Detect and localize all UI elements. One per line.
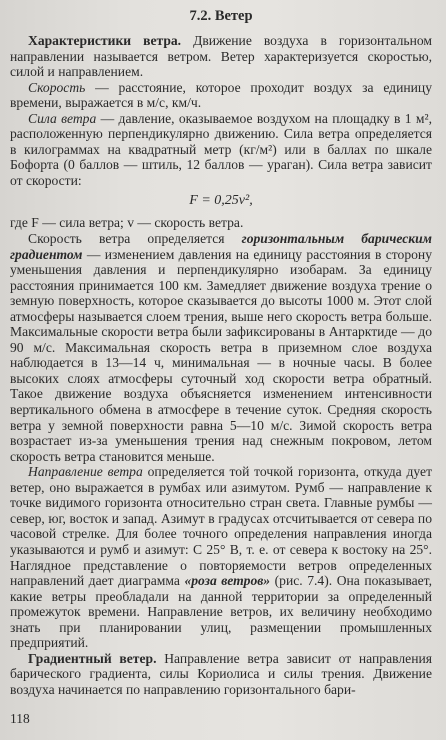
paragraph-text: — расстояние, которое проходит воздух за единицу времени, выражается в м/с, км/ч. [10,79,432,111]
paragraph-text: — давление, оказываемое воздухом на площадку в 1 м², расположенную перпендикулярно движению. Сила ветра определяется в килограммах на квадратный метр (кг/м²) или в баллах по шкале Бофорта (0 баллов — штиль, 12 баллов — ураган). Сила ветра зависит от скорости: [10,110,432,188]
lead-term: Градиентный ветер. [28,650,157,666]
paragraph-wind-force [10,111,432,189]
paragraph-formula-legend [10,215,432,231]
italic-term: Скорость [28,79,86,95]
formula: F = 0,25v², [189,193,253,209]
paragraph-text: где F — сила ветра; v — скорость ветра. [10,215,244,231]
bold-italic-term: «роза ветров» [184,573,271,589]
paragraph-gradient-wind [10,651,432,698]
lead-term: Характеристики ветра. [28,33,182,48]
italic-term: Направление ветра [28,464,143,480]
page-number: 118 [10,711,30,726]
paragraph-wind-direction [10,464,432,651]
paragraph-text: — изменением давления на единицу расстояния в сторону уменьшения давления и перпендикулярно изобарам. За единицу расстояния принимается 100 км. Замедляет движение воздуха трение о земную поверхность, которое сказывается до высоты 1000 м. Этот слой атмосферы называется слоем трения, выше него скорость ветра больше. Максимальные скорости ветра были зафиксированы в Антарктиде — до 90 м/с. Максимальная скорость ветра в приземном слое воздуха наблюдается в 13—14 ч, минимальная — в ночные часы. В более высоких слоях атмосферы суточный ход скорости ветра обратный. Такое движение воздуха объясняется изменением интенсивности вертикального обмена в атмосфере в течение суток. Средняя скорость ветра у земной поверхности равна 5—10 м/с. Зимой скорость ветра возрастает из-за уменьшения трения над снежным покровом, летом скорость ветра становится меньше. [10,246,432,464]
section-heading: 7.2. Ветер [189,8,253,24]
paragraph-text: определяется той точкой горизонта, откуда дует ветер, оно выражается в румбах или азимутом. Румб — направление к точке видимого горизонта относительно стран света. Главные румбы — север, юг, восток и запад. Азимут в градусах отсчитывается от севера по часовой стрелке. Для более точного определения направления иногда указываются и румб и азимут: С 25° В, т. е. от севера к востоку на 25°. Наглядное представление о повторяемости ветров определенных направлений дает диаграмма [10,464,433,589]
paragraph-text: (рис. 7.4). Она показывает, какие ветры преобладали на данной территории за определенный промежуток времени. Направление ветров, их величину необходимо знать при планировании улиц, размещении промышленных предприятий. [10,573,432,651]
paragraph-text: Скорость ветра определяется [28,231,242,247]
paragraph-wind-characteristics [10,33,432,80]
paragraph-text: Движение воздуха в горизонтальном направлении называется ветром. Ветер характеризуется скоростью, силой и направлением. [10,33,432,80]
paragraph-text: Направление ветра зависит от направления барического градиента, силы Кориолиса и силы трения. Движение воздуха начинается по направлению горизонтального бари- [10,650,432,697]
paragraph-wind-speed [10,231,432,464]
paragraph-speed [10,80,432,111]
bold-italic-term: горизонтальным барическим градиентом [10,231,432,262]
italic-term: Сила ветра [28,110,97,126]
